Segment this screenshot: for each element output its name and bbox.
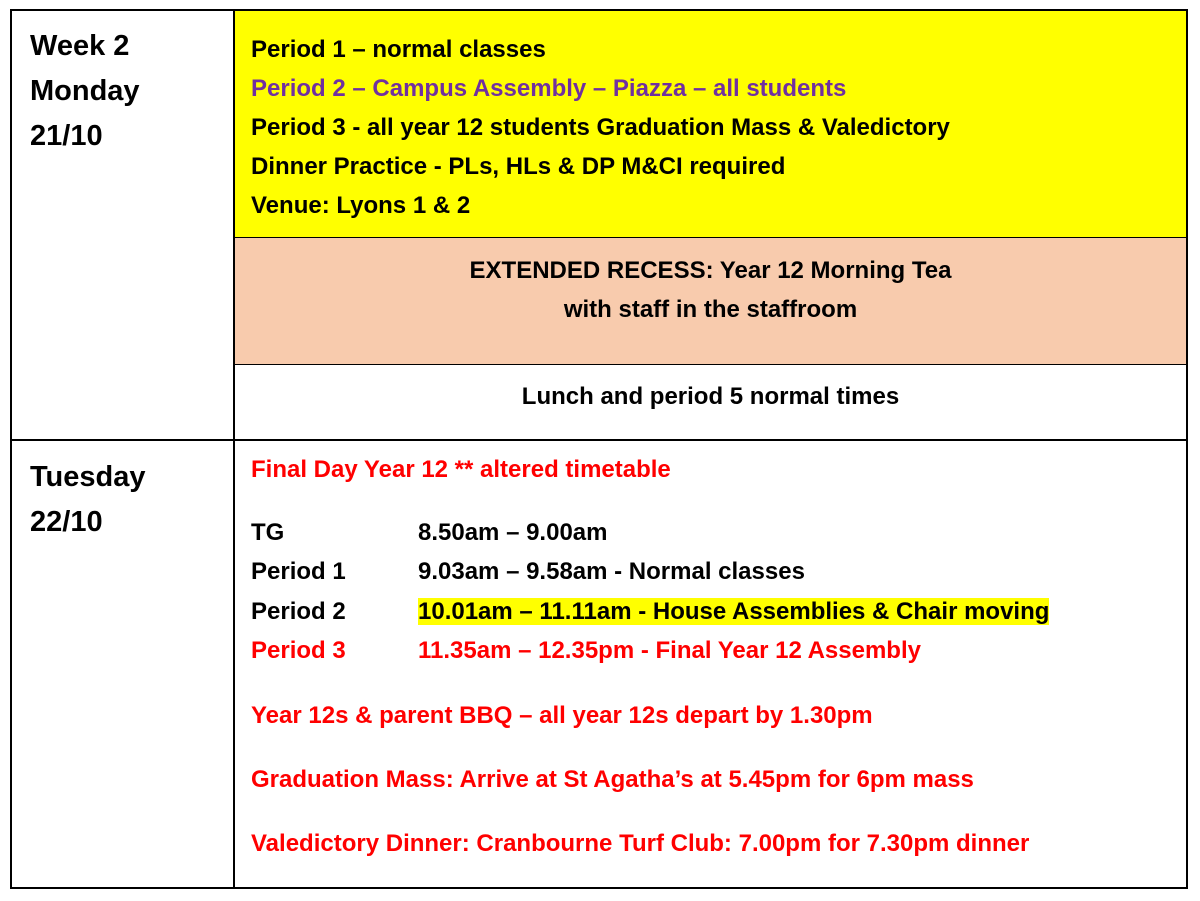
weekday-label: Tuesday bbox=[30, 461, 146, 493]
recess-line-2: with staff in the staffroom bbox=[563, 296, 858, 323]
row-label: TG bbox=[251, 519, 285, 546]
timetable-row-tg bbox=[251, 513, 607, 553]
row-label: Period 1 bbox=[251, 558, 346, 585]
tuesday-day-label bbox=[30, 455, 146, 545]
tuesday-block bbox=[235, 441, 1186, 887]
recess-line-1: EXTENDED RECESS: Year 12 Morning Tea bbox=[469, 257, 952, 284]
column-divider bbox=[233, 9, 235, 889]
row-time: 11.35am – 12.35pm - Final Year 12 Assembly bbox=[418, 637, 921, 664]
monday-line-period-2: Period 2 – Campus Assembly – Piazza – all students bbox=[251, 75, 847, 102]
timetable-row-period-3 bbox=[251, 631, 921, 671]
date-label: 21/10 bbox=[30, 120, 103, 152]
note-valedictory-dinner: Valedictory Dinner: Cranbourne Turf Club: 7.00pm for 7.30pm dinner bbox=[251, 830, 1030, 857]
monday-line-dinner-practice: Dinner Practice - PLs, HLs & DP M&CI required bbox=[251, 153, 786, 180]
lunch-block bbox=[235, 365, 1186, 439]
tuesday-heading: Final Day Year 12 ** altered timetable bbox=[251, 456, 671, 483]
row-time: 8.50am – 9.00am bbox=[418, 519, 608, 546]
week-label: Week 2 bbox=[30, 30, 130, 62]
date-label: 22/10 bbox=[30, 506, 103, 538]
recess-block bbox=[235, 238, 1186, 365]
note-graduation-mass: Graduation Mass: Arrive at St Agatha’s at 5.45pm for 6pm mass bbox=[251, 766, 974, 793]
timetable-row-period-1 bbox=[251, 552, 805, 592]
row-time: 9.03am – 9.58am - Normal classes bbox=[418, 558, 805, 585]
row-divider bbox=[10, 439, 1188, 441]
row-label: Period 3 bbox=[251, 637, 346, 664]
monday-day-label bbox=[30, 24, 140, 159]
lunch-line: Lunch and period 5 normal times bbox=[521, 383, 900, 410]
row-time-highlighted: 10.01am – 11.11am - House Assemblies & Chair moving bbox=[418, 598, 1050, 625]
weekday-label: Monday bbox=[30, 75, 140, 107]
timetable-row-period-2 bbox=[251, 592, 1049, 632]
monday-line-period-1: Period 1 – normal classes bbox=[251, 36, 546, 63]
row-label: Period 2 bbox=[251, 598, 346, 625]
note-bbq: Year 12s & parent BBQ – all year 12s depart by 1.30pm bbox=[251, 702, 873, 729]
monday-line-venue: Venue: Lyons 1 & 2 bbox=[251, 192, 471, 219]
monday-periods-block bbox=[235, 11, 1186, 238]
monday-line-period-3: Period 3 - all year 12 students Graduation Mass & Valedictory bbox=[251, 114, 950, 141]
